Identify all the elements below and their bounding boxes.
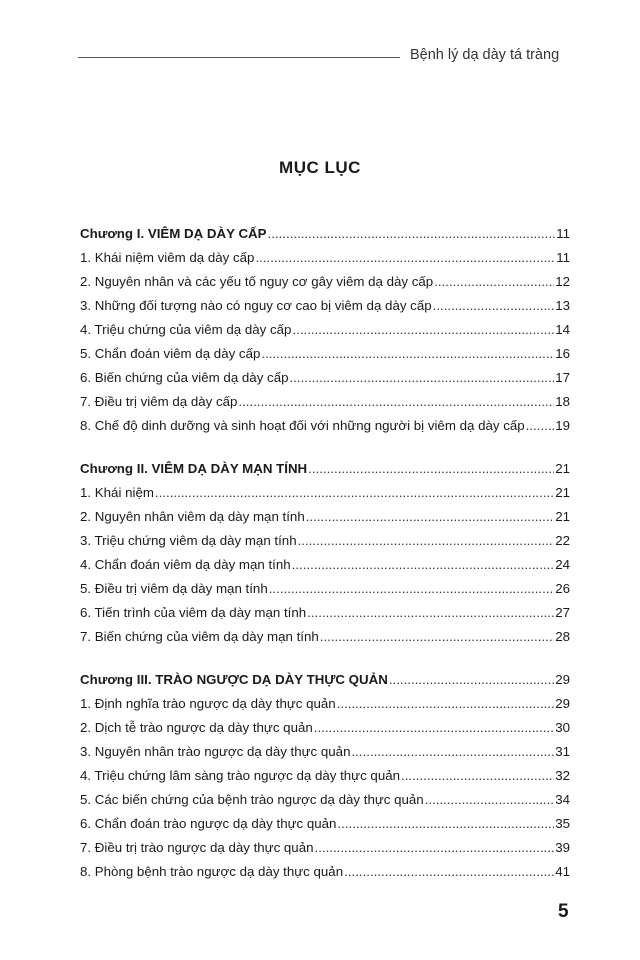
- toc-item-text: 2. Nguyên nhân viêm dạ dày mạn tính: [80, 509, 305, 524]
- toc-item: [80, 505, 570, 529]
- toc-item-page: 31: [555, 744, 570, 759]
- toc-item-text: 3. Nguyên nhân trào ngược dạ dày thực quản: [80, 744, 351, 759]
- toc-item-text: 1. Định nghĩa trào ngược dạ dày thực quản: [80, 696, 336, 711]
- toc-item-page: 35: [555, 816, 570, 831]
- toc-item-page: 29: [555, 696, 570, 711]
- toc-item-page: 19: [555, 418, 570, 433]
- toc-item-page: 12: [555, 274, 570, 289]
- dot-leader: [351, 740, 554, 764]
- toc-item-page: 21: [555, 485, 570, 500]
- dot-leader: [289, 366, 554, 390]
- toc-item: [80, 692, 570, 716]
- running-header: Bệnh lý dạ dày tá tràng: [410, 47, 560, 63]
- toc-item-text: 4. Triệu chứng lâm sàng trào ngược dạ dày thực quản: [80, 768, 401, 783]
- toc-item: [80, 294, 570, 318]
- toc-item-text: 4. Chẩn đoán viêm dạ dày mạn tính: [80, 557, 291, 572]
- toc-item: [80, 366, 570, 390]
- toc-item-page: 14: [555, 322, 570, 337]
- toc-item-page: 13: [555, 298, 570, 313]
- toc-item-page: 41: [555, 864, 570, 879]
- toc-chapter-text: Chương II. VIÊM DẠ DÀY MẠN TÍNH: [80, 461, 308, 476]
- toc-chapter-page: 11: [556, 226, 570, 241]
- toc-item: [80, 812, 570, 836]
- toc-item: [80, 270, 570, 294]
- dot-leader: [269, 577, 554, 601]
- toc-chapter: [80, 457, 570, 481]
- dot-leader: [307, 601, 554, 625]
- toc-item-text: 7. Biến chứng của viêm dạ dày mạn tính: [80, 629, 319, 644]
- toc-item: [80, 390, 570, 414]
- toc-item: [80, 246, 570, 270]
- toc-item-page: 27: [555, 605, 570, 620]
- toc-item: [80, 788, 570, 812]
- dot-leader: [389, 668, 554, 692]
- toc-item-text: 5. Chẩn đoán viêm dạ dày cấp: [80, 346, 261, 361]
- toc-item-page: 16: [555, 346, 570, 361]
- toc-item-text: 8. Chế độ dinh dưỡng và sinh hoạt đối với những người bị viêm dạ dày cấp: [80, 418, 525, 433]
- toc-item: [80, 716, 570, 740]
- toc-item-page: 39: [555, 840, 570, 855]
- toc-item-text: 4. Triệu chứng của viêm dạ dày cấp: [80, 322, 292, 337]
- toc-item-page: 24: [555, 557, 570, 572]
- toc-item-text: 3. Triệu chứng viêm dạ dày mạn tính: [80, 533, 297, 548]
- toc-chapter-text: Chương I. VIÊM DẠ DÀY CẤP: [80, 226, 267, 241]
- toc-item: [80, 553, 570, 577]
- toc-item-page: 18: [555, 394, 570, 409]
- toc-item-text: 7. Điều trị viêm dạ dày cấp: [80, 394, 238, 409]
- table-of-contents: [80, 222, 570, 884]
- toc-item-page: 32: [555, 768, 570, 783]
- toc-item-page: 28: [555, 629, 570, 644]
- dot-leader: [433, 294, 555, 318]
- toc-item-text: 3. Những đối tượng nào có nguy cơ cao bị viêm dạ dày cấp: [80, 298, 432, 313]
- chapter-gap: [80, 438, 570, 457]
- toc-item-page: 34: [555, 792, 570, 807]
- toc-chapter: [80, 222, 570, 246]
- toc-item-text: 1. Khái niệm: [80, 485, 154, 500]
- dot-leader: [314, 716, 554, 740]
- toc-item-text: 2. Nguyên nhân và các yếu tố nguy cơ gây viêm dạ dày cấp: [80, 274, 434, 289]
- dot-leader: [425, 788, 555, 812]
- dot-leader: [315, 836, 555, 860]
- toc-item: [80, 414, 570, 438]
- dot-leader: [526, 414, 555, 438]
- toc-item-page: 21: [555, 509, 570, 524]
- toc-item: [80, 601, 570, 625]
- toc-item-text: 6. Chẩn đoán trào ngược dạ dày thực quản: [80, 816, 337, 831]
- dot-leader: [434, 270, 554, 294]
- toc-item-text: 7. Điều trị trào ngược dạ dày thực quản: [80, 840, 314, 855]
- toc-item-page: 17: [555, 370, 570, 385]
- toc-item-text: 5. Các biến chứng của bệnh trào ngược dạ dày thực quản: [80, 792, 424, 807]
- dot-leader: [344, 860, 554, 884]
- dot-leader: [238, 390, 554, 414]
- dot-leader: [255, 246, 555, 270]
- toc-item-page: 30: [555, 720, 570, 735]
- toc-item: [80, 529, 570, 553]
- toc-item-text: 6. Tiến trình của viêm dạ dày mạn tính: [80, 605, 307, 620]
- page-number: 5: [558, 901, 569, 922]
- dot-leader: [292, 318, 554, 342]
- toc-item: [80, 836, 570, 860]
- toc-item: [80, 481, 570, 505]
- toc-item: [80, 860, 570, 884]
- toc-item-page: 11: [556, 250, 570, 265]
- toc-title: MỤC LỤC: [279, 158, 361, 177]
- dot-leader: [155, 481, 554, 505]
- dot-leader: [320, 625, 554, 649]
- toc-item-text: 1. Khái niệm viêm dạ dày cấp: [80, 250, 255, 265]
- toc-item: [80, 764, 570, 788]
- toc-item: [80, 342, 570, 366]
- toc-item-text: 8. Phòng bệnh trào ngược dạ dày thực quản: [80, 864, 344, 879]
- dot-leader: [298, 529, 555, 553]
- header-rule: [78, 57, 400, 58]
- dot-leader: [268, 222, 556, 246]
- dot-leader: [261, 342, 554, 366]
- toc-item-text: 5. Điều trị viêm dạ dày mạn tính: [80, 581, 268, 596]
- chapter-gap: [80, 649, 570, 668]
- toc-chapter-page: 29: [555, 672, 570, 687]
- dot-leader: [308, 457, 554, 481]
- toc-item-text: 6. Biến chứng của viêm dạ dày cấp: [80, 370, 289, 385]
- dot-leader: [401, 764, 554, 788]
- toc-item-page: 22: [555, 533, 570, 548]
- toc-item: [80, 625, 570, 649]
- toc-item-page: 26: [555, 581, 570, 596]
- toc-chapter: [80, 668, 570, 692]
- dot-leader: [337, 812, 554, 836]
- dot-leader: [337, 692, 555, 716]
- toc-chapter-page: 21: [555, 461, 570, 476]
- toc-item: [80, 577, 570, 601]
- toc-item: [80, 740, 570, 764]
- toc-item-text: 2. Dịch tễ trào ngược dạ dày thực quản: [80, 720, 313, 735]
- dot-leader: [306, 505, 554, 529]
- toc-chapter-text: Chương III. TRÀO NGƯỢC DẠ DÀY THỰC QUẢN: [80, 672, 388, 687]
- toc-item: [80, 318, 570, 342]
- dot-leader: [292, 553, 555, 577]
